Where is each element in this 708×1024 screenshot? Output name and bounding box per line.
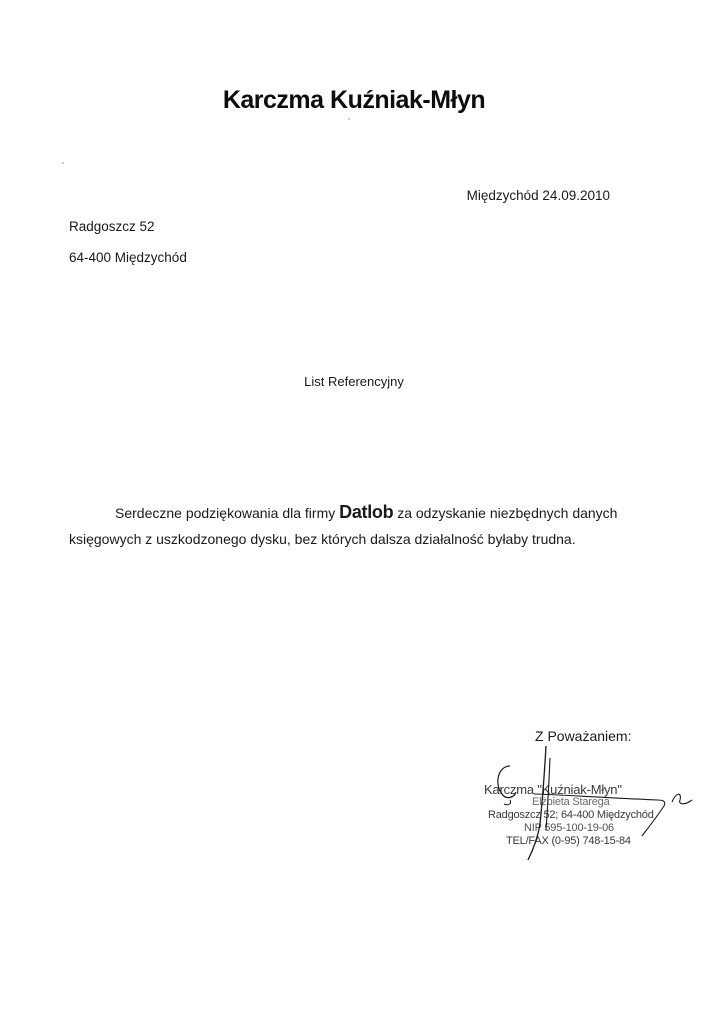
stamp-phone: TEL/FAX (0-95) 748-15-84 — [506, 835, 631, 847]
body-text-part-1: Serdeczne podziękowania dla firmy — [115, 505, 340, 521]
address-line-2: 64-400 Międzychód — [69, 250, 187, 265]
body-line-1 — [69, 499, 629, 526]
date-line: Międzychód 24.09.2010 — [466, 188, 610, 203]
letter-body — [69, 499, 629, 552]
stamp-owner-name: Elżbieta Starega — [532, 796, 610, 808]
scan-speck — [62, 162, 64, 164]
body-text-part-2: za odzyskanie niezbędnych danych — [393, 505, 618, 521]
address-line-1: Radgoszcz 52 — [69, 219, 155, 234]
company-stamp — [484, 778, 674, 854]
closing-salutation: Z Poważaniem: — [535, 728, 632, 744]
stamp-company-name: Karczma "Kuźniak-Młyn" — [484, 782, 622, 797]
stamp-address: Radgoszcz 52; 64-400 Międzychód — [488, 809, 654, 821]
body-line-2: księgowych z uszkodzonego dysku, bez których dalsza działalność byłaby trudna. — [69, 531, 576, 547]
stamp-nip: NIP 595-100-19-06 — [524, 822, 614, 834]
letterhead-title: Karczma Kuźniak-Młyn — [222, 86, 486, 114]
scan-speck — [348, 118, 350, 120]
company-name: Datlob — [339, 502, 394, 522]
letter-subject: List Referencyjny — [304, 374, 404, 389]
